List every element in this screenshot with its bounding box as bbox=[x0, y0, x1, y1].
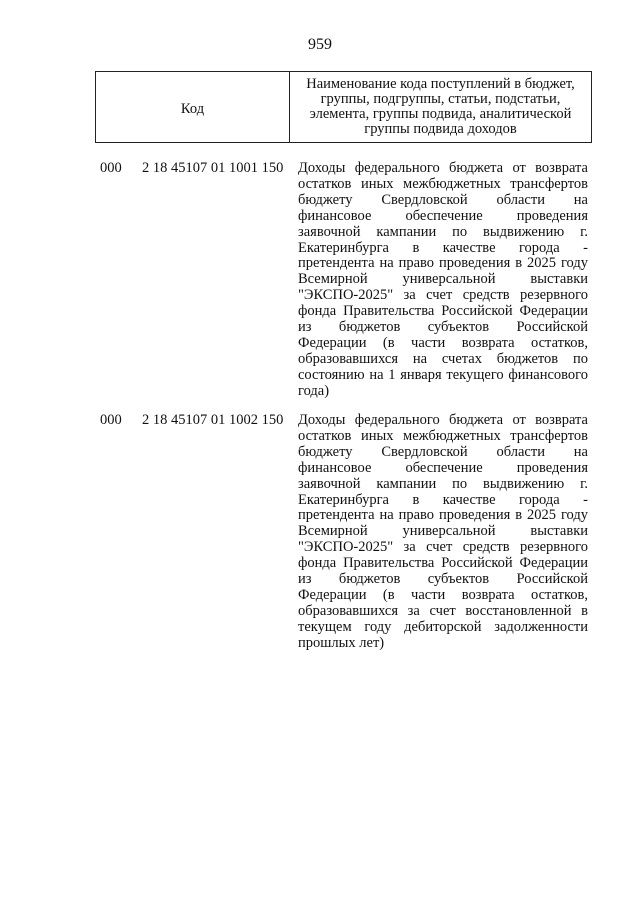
table-header bbox=[95, 71, 592, 143]
revenue-code: 2 18 45107 01 1001 150 bbox=[142, 160, 284, 176]
revenue-code: 2 18 45107 01 1002 150 bbox=[142, 412, 284, 428]
revenue-description: Доходы федерального бюджета от возврата остатков иных межбюджетных трансфертов бюджету Свердловской области на финансовое обеспечение проведения заявочной кампании по выдвижению г. Екатеринбурга в качестве города - претендента на право проведения в 2025 году Всемирной универсальной выставки "ЭКСПО-2025" за счет средств резервного фонда Правительства Российской Федерации из бюджетов субъектов Российской Федерации (в части возврата остатков, образовавшихся на счетах бюджетов по состоянию на 1 января текущего финансового года) bbox=[298, 160, 588, 399]
admin-code: 000 bbox=[100, 160, 122, 176]
page-number: 959 bbox=[308, 36, 332, 53]
admin-code: 000 bbox=[100, 412, 122, 428]
name-column-header: Наименование кода поступлений в бюджет, группы, подгруппы, статьи, подстатьи, элемента, группы подвида, аналитической группы подвида доходов bbox=[306, 76, 575, 137]
revenue-description: Доходы федерального бюджета от возврата остатков иных межбюджетных трансфертов бюджету Свердловской области на финансовое обеспечение проведения заявочной кампании по выдвижению г. Екатеринбурга в качестве города - претендента на право проведения в 2025 году Всемирной универсальной выставки "ЭКСПО-2025" за счет средств резервного фонда Правительства Российской Федерации из бюджетов субъектов Российской Федерации (в части возврата остатков, образовавшихся за счет восстановленной в текущем году дебиторской задолженности прошлых лет) bbox=[298, 412, 588, 651]
code-column-header: Код bbox=[96, 72, 290, 142]
